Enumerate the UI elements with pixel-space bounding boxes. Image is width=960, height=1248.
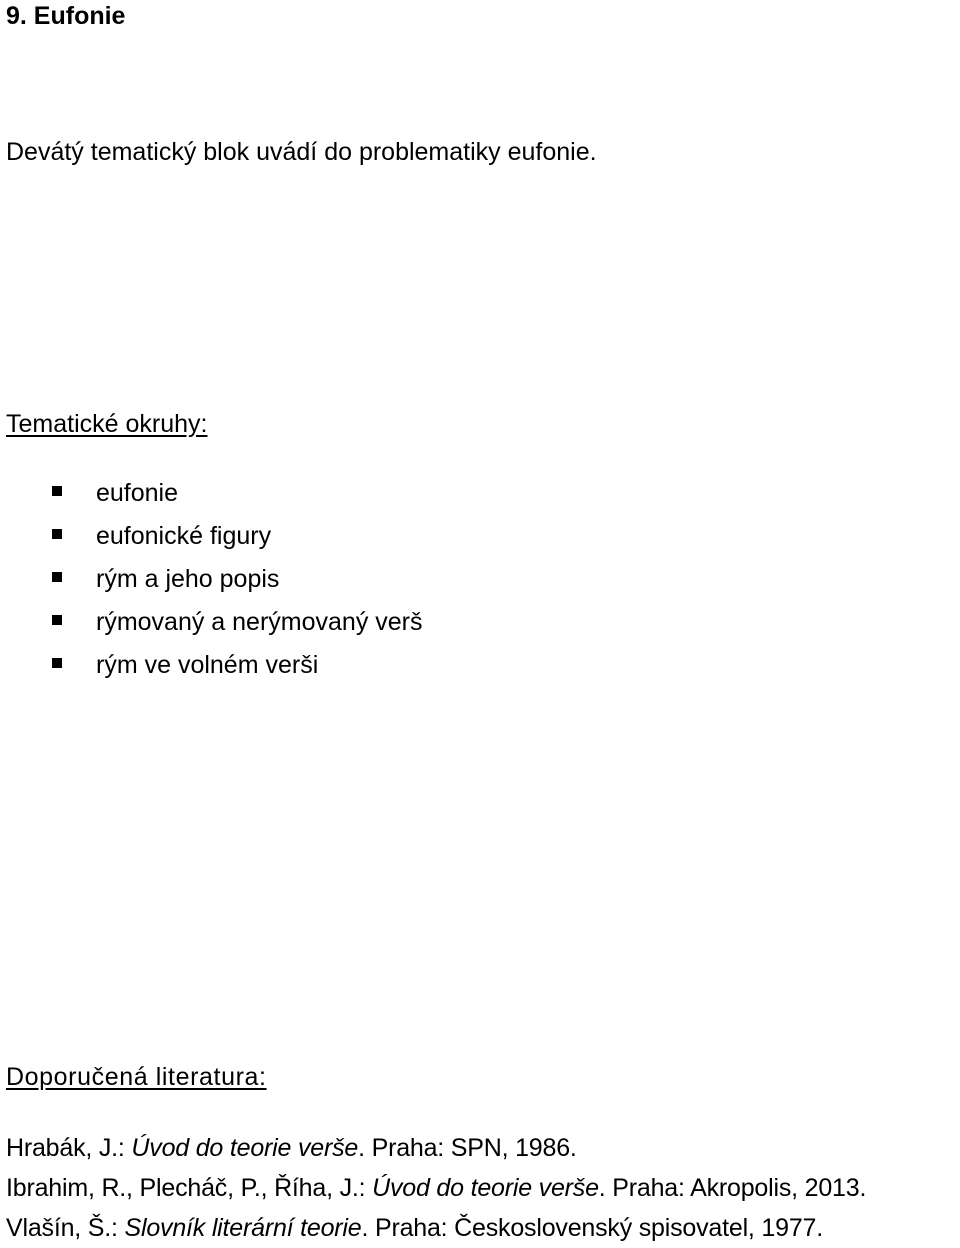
reference-publisher: . Praha: Československý spisovatel, 1977.	[361, 1214, 823, 1242]
topic-label: rým ve volném verši	[96, 651, 319, 679]
reference-item	[6, 1168, 866, 1208]
reference-title: Úvod do teorie verše	[372, 1174, 599, 1202]
topic-label: rým a jeho popis	[96, 565, 280, 593]
topics-heading: Tematické okruhy:	[6, 410, 208, 438]
square-bullet-icon	[52, 486, 62, 496]
reference-title: Slovník literární teorie	[124, 1214, 362, 1242]
square-bullet-icon	[52, 615, 62, 625]
page-title: 9. Eufonie	[6, 2, 126, 30]
literature-heading: Doporučená literatura:	[6, 1063, 267, 1091]
topic-label: eufonické figury	[96, 522, 272, 550]
topic-label: rýmovaný a nerýmovaný verš	[96, 608, 423, 636]
square-bullet-icon	[52, 658, 62, 668]
topic-label: eufonie	[96, 479, 179, 507]
square-bullet-icon	[52, 529, 62, 539]
reference-publisher: . Praha: Akropolis, 2013.	[598, 1174, 867, 1202]
reference-title: Úvod do teorie verše	[131, 1134, 359, 1162]
reference-item	[6, 1128, 866, 1168]
reference-publisher: . Praha: SPN, 1986.	[358, 1134, 577, 1162]
square-bullet-icon	[52, 572, 62, 582]
reference-authors: Vlašín, Š.:	[6, 1214, 125, 1242]
intro-paragraph: Devátý tematický blok uvádí do problematiky eufonie.	[6, 138, 597, 166]
reference-item	[6, 1208, 866, 1248]
literature-list	[6, 1128, 866, 1248]
reference-authors: Ibrahim, R., Plecháč, P., Říha, J.:	[6, 1174, 373, 1202]
reference-authors: Hrabák, J.:	[6, 1134, 132, 1162]
